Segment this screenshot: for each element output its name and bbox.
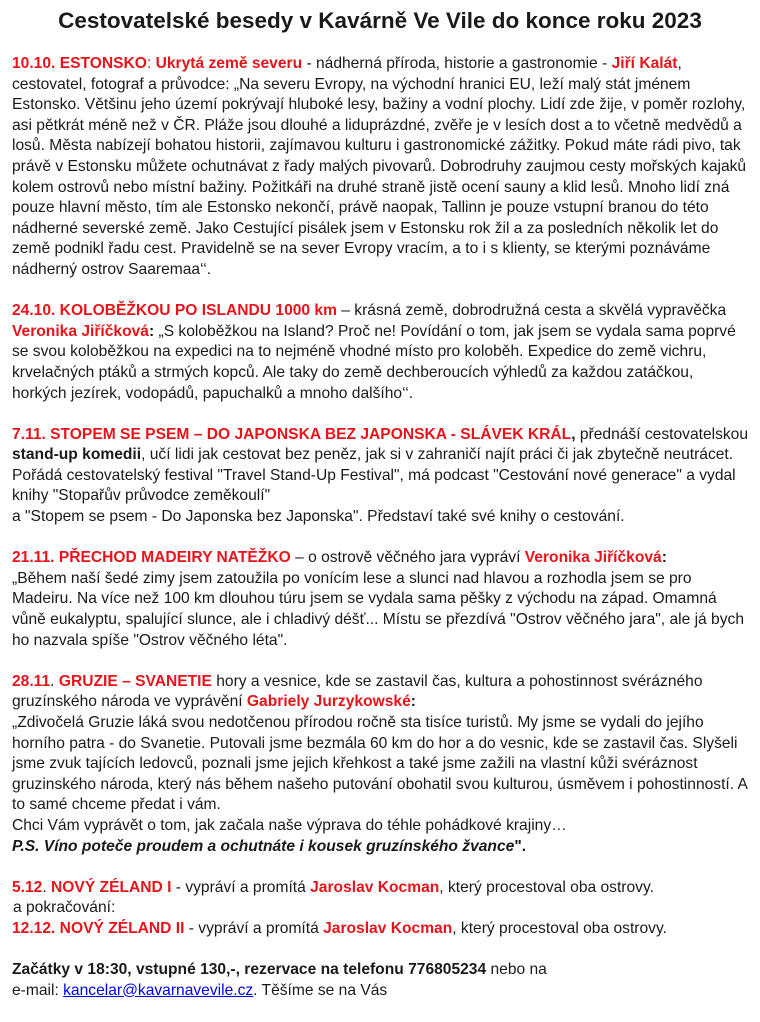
event-speaker: Gabriely Jurzykowské [246,693,411,711]
event-text [12,301,752,404]
event-speaker-punct: , [677,55,682,72]
event-ps-text: P.S. Víno poteče proudem a ochutnáte i kousek gruzínského žvance [12,837,515,855]
event-heading: 21.11. PŘECHOD MADEIRY NATĚŽKO [12,549,291,567]
event-body: „S koloběžkou na Island? Proč ne! Povídání o tom, jak jsem se vydala sama poprvé se svou koloběžkou na expedici na to nejméně vhodné místo pro koloběh. Expedice do země vichru, krvelačných ptáků a strmých kopců. Ale taky do země dechberoucích výhledů za každou zatáčkou, horkých jezírek, vodopádů, papuchalků a mnoho dalšího‘‘. [12,322,736,402]
event-desc: – o ostrově věčného jara vypráví [290,549,525,567]
event-madeira [12,548,752,651]
event-subtitle: Ukrytá země severu [155,55,303,72]
event-body-2: Chci Vám vyprávět o tom, jak začala naše výprava do téhle pohádkové krajiny… [12,816,567,834]
event-heading: 24.10. KOLOBĚŽKOU PO ISLANDU 1000 km [12,302,337,320]
event-desc: přednáší cestovatelskou [575,425,749,443]
footer [12,960,752,1001]
event-island [12,301,752,404]
event-estonsko [12,54,752,281]
event-speaker: Jiří Kalát [611,55,678,72]
event-colon: : [146,55,152,72]
event-desc: - vypráví a promítá [171,878,311,896]
event-text-2 [12,919,752,940]
event-speaker: Veronika Jiříčková [524,549,662,567]
event-body: „Zdivočelá Gruzie láká svou nedotčenou přírodou ročně sta tisíce turistů. My jsme se vydali do jejího horního patra - do Svanetie. Putovali jsme bezmála 60 km do hor a do vesnic, kde se zastavil čas. Slyšeli jsme zvuk tajících ledovců, poznali jsme jejich křehkost a také jsme zažili na vlastní kůži svéráznost gruzinského národa, který nás během našeho putování obohatil svou kulturou, úsměvem i pohostinností. A to samé chceme předat i vám. [12,714,748,814]
event-name: ESTONSKO [59,55,147,72]
event-date: 10.10. [12,55,56,72]
event-colon: : [410,693,416,711]
event-date: 28.11 [12,672,51,690]
event-name: NOVÝ ZÉLAND I [51,878,172,896]
footer-line-1 [12,960,752,981]
event-desc: - vypráví a promítá [184,919,324,937]
footer-info: Začátky v 18:30, vstupné 130,-, rezervace na telefonu 776805234 [12,961,487,979]
page-title: Cestovatelské besedy v Kavárně Ve Vile do konce roku 2023 [58,8,702,33]
event-speaker: Jaroslav Kocman [323,919,453,937]
event-speaker: Jaroslav Kocman [310,878,440,896]
event-desc-2: , učí lidi jak cestovat bez peněz, jak si v zahraničí najít práci či jak zbytečně neutrácet. Pořádá cestovatelský festival "Travel Stand-Up Festival", má podcast "Cestování nové generace" a vydal knihy "Stopařův průvodce zeměkoulí" [12,446,736,505]
event-rest: , který procestoval oba ostrovy. [452,919,667,937]
event-desc: – krásná země, dobrodružná cesta a skvělá vypravěčka [336,302,727,320]
event-speaker: Veronika Jiříčková [12,322,149,340]
event-comma: , [571,425,576,443]
event-novy-zeland [12,878,752,940]
footer-closing: . Těšíme se na Vás [253,981,388,999]
events-list [12,54,752,1022]
event-body: „Během naší šedé zimy jsem zatoužila po vonícím lese a slunci nad hlavou a rozhodla jsem se pro Madeiru. Na více než 100 km dlouhou túru jsem se vydala sama pěšky z východu na západ. Omamná vůně eukalyptu, spalující slunce, ale i chladivý déšť... Místu se přezdívá "Ostrov věčného jara", ale já bych ho nazvala spíše "Ostrov věčného léta". [12,569,745,649]
event-body: cestovatel, fotograf a průvodce: „Na severu Evropy, na východní hranici EU, leží malý stát jménem Estonsko. Většinu jeho území pokrývají hluboké lesy, bažiny a vodní plochy. Lidí zde žije, v poměr rozlohy, asi pětkrát méně než v ČR. Pláže jsou dlouhé a liduprázdné, zvěře je v lesích dost a to včetně medvědů a losů. Města nabízejí bohatou historii, zajímavou kulturu i gastronomické zážitky. Pokud máte rádi pivo, tak právě v Estonsku můžete ochutnávat z řady malých pivovarů. Dobrodruhy zaujmou cesty mořských kajaků kolem ostrovů nebo místní bažiny. Požitkáři na druhé straně jistě ocení sauny a klid lesů. Mnoho lidí zná pouze hlavní město, tím ale Estonsko nekončí, právě naopak, Tallinn je pouze vstupní branou do této nádherné severské země. Jako Cestující pisálek jsem v Estonsku rok žil a za posledních několik let do země podnikl řadu cest. Pravidelně se na sever Evropy vracím, a to i s klienty, se kterými poznáváme nádherný ostrov Saaremaa‘‘. [12,75,747,278]
event-gruzie [12,672,752,857]
event-japonsko [12,425,752,528]
event-text [12,672,752,713]
event-text [12,878,752,899]
event-bold: stand-up komedii [12,446,142,464]
event-continuation: a pokračování: [13,899,116,917]
event-ps-end: ". [514,837,527,855]
event-dot: . [50,672,59,690]
event-text [12,425,752,507]
footer-line-2 [12,981,752,1002]
event-heading: 7.11. STOPEM SE PSEM – DO JAPONSKA BEZ JAPONSKA - SLÁVEK KRÁL [12,425,572,443]
event-colon: : [148,322,155,340]
event-text [12,548,752,569]
email-label: e-mail: [12,981,64,999]
event-desc: hory a vesnice, kde se zastavil čas, kultura a pohostinnost svérázného gruzínského národa ve vyprávění [12,672,703,711]
event-date: 5.12 [12,878,43,896]
event-text [12,54,752,281]
event-name: GRUZIE – SVANETIE [58,672,212,690]
event-ps [12,837,752,858]
event-desc: - nádherná příroda, historie a gastronomie - [302,55,612,72]
event-heading: 12.12. NOVÝ ZÉLAND II [12,919,185,937]
event-rest: , který procestoval oba ostrovy. [439,878,654,896]
event-desc-3: a "Stopem se psem - Do Japonska bez Japonska". Představí také své knihy o cestování. [12,508,625,526]
email-link[interactable]: kancelar@kavarnavevile.cz [63,981,254,999]
event-dot: . [42,878,52,896]
footer-after: nebo na [486,961,547,979]
event-colon: : [661,549,667,567]
